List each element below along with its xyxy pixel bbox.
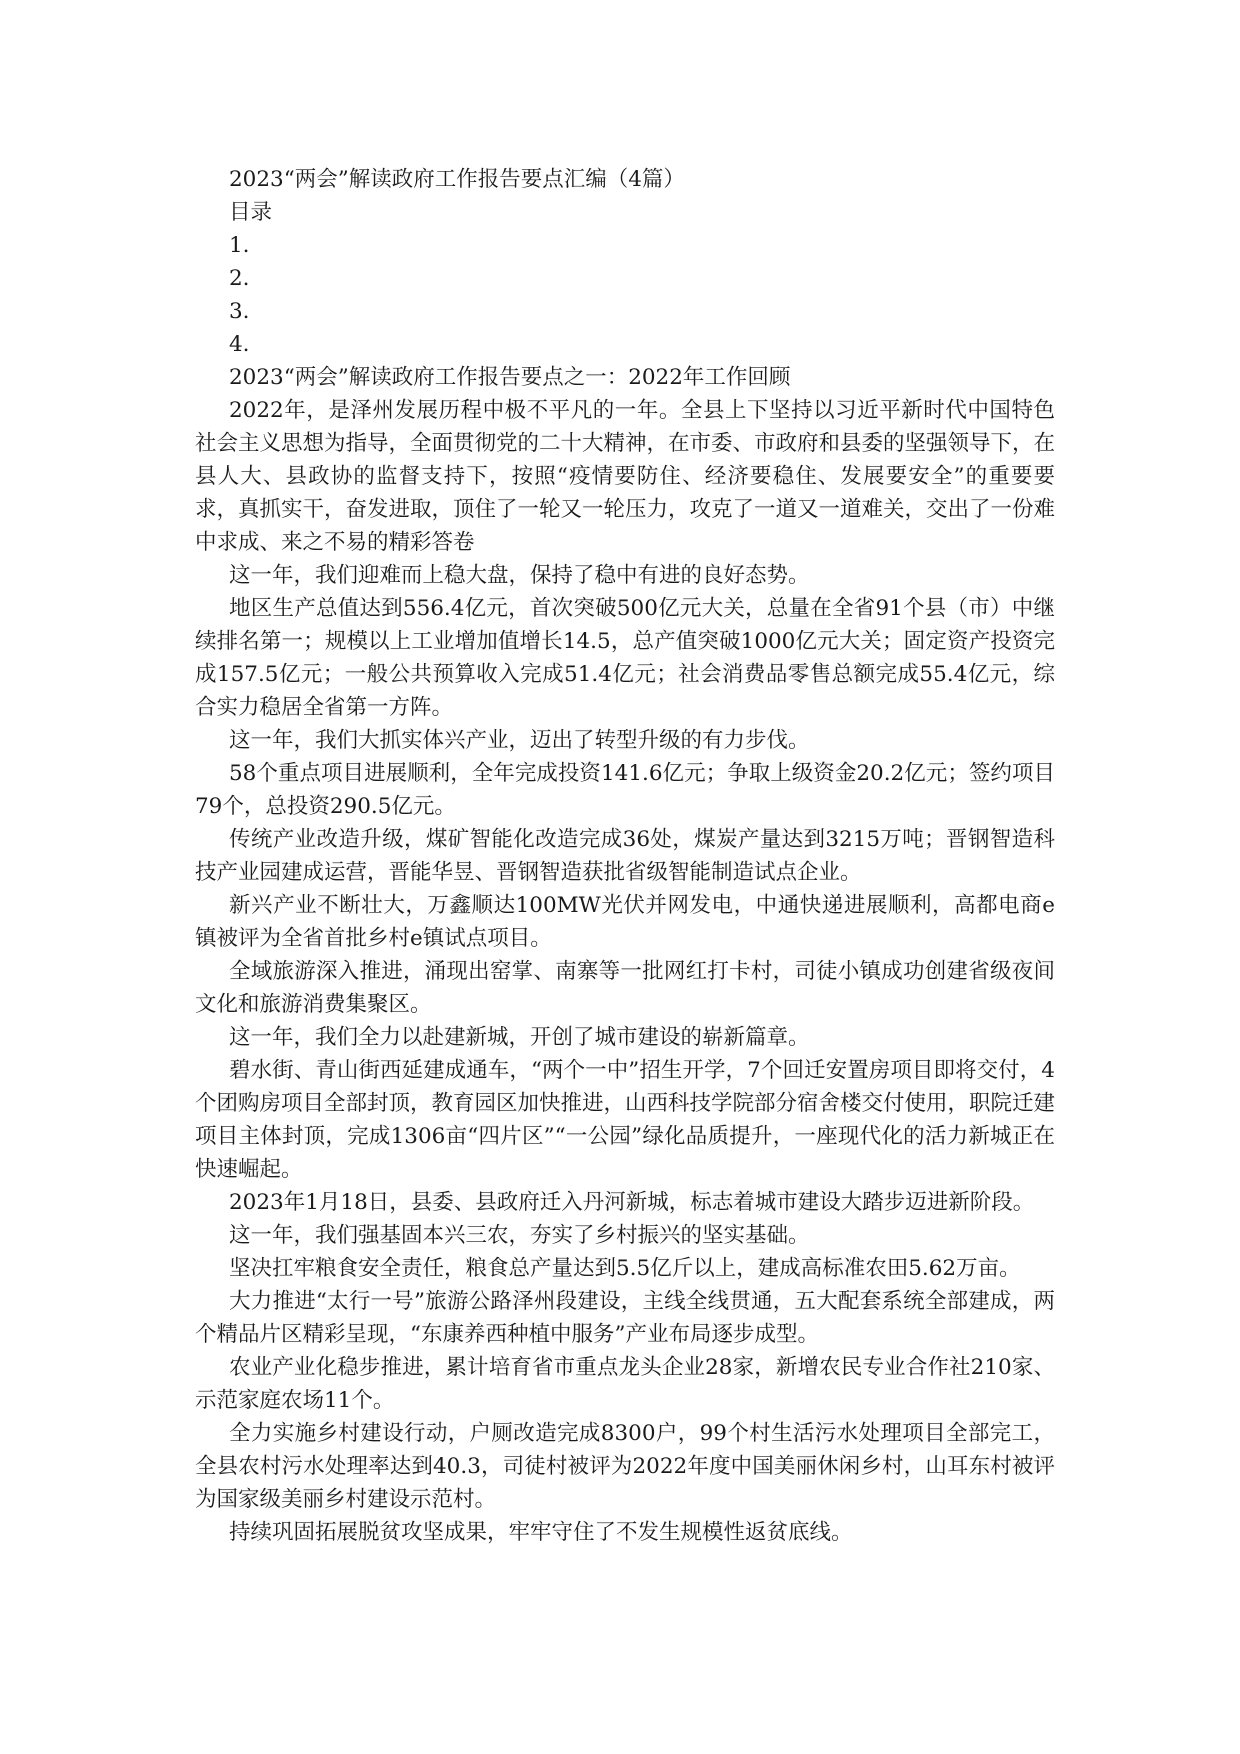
paragraph: 坚决扛牢粮食安全责任，粮食总产量达到5.5亿斤以上，建成高标准农田5.62万亩。 — [229, 1256, 1021, 1281]
paragraph: 这一年，我们强基固本兴三农，夯实了乡村振兴的坚实基础。 — [229, 1223, 810, 1248]
paragraph: 58个重点项目进展顺利，全年完成投资141.6亿元；争取上级资金20.2亿元；签约项目79个，总投资290.5亿元。 — [195, 761, 1055, 819]
paragraph: 碧水街、青山街西延建成通车，“两个一中”招生开学，7个回迁安置房项目即将交付，4个团购房项目全部封顶，教育园区加快推进，山西科技学院部分宿舍楼交付使用，职院迁建项目主体封顶，完成1306亩“四片区”“一公园”绿化品质提升，一座现代化的活力新城正在快速崛起。 — [195, 1058, 1056, 1182]
paragraph: 全域旅游深入推进，涌现出窑掌、南寨等一批网红打卡村，司徒小镇成功创建省级夜间文化和旅游消费集聚区。 — [195, 959, 1055, 1017]
paragraph: 农业产业化稳步推进，累计培育省市重点龙头企业28家，新增农民专业合作社210家、示范家庭农场11个。 — [195, 1355, 1055, 1413]
section-heading: 2023“两会”解读政府工作报告要点之一：2022年工作回顾 — [229, 365, 791, 390]
toc-item-1: 1. — [229, 233, 250, 258]
document-title: 2023“两会”解读政府工作报告要点汇编（4篇） — [229, 167, 685, 192]
document-body — [195, 163, 1055, 1549]
paragraph: 传统产业改造升级，煤矿智能化改造完成36处，煤炭产量达到3215万吨；晋钢智造科技产业园建成运营，晋能华昱、晋钢智造获批省级智能制造试点企业。 — [195, 827, 1055, 885]
paragraph: 这一年，我们迎难而上稳大盘，保持了稳中有进的良好态势。 — [229, 563, 810, 588]
paragraph: 地区生产总值达到556.4亿元，首次突破500亿元大关，总量在全省91个县（市）中继续排名第一；规模以上工业增加值增长14.5，总产值突破1000亿元大关；固定资产投资完成157.5亿元；一般公共预算收入完成51.4亿元；社会消费品零售总额完成55.4亿元，综合实力稳居全省第一方阵。 — [195, 596, 1055, 720]
paragraph: 2022年，是泽州发展历程中极不平凡的一年。全县上下坚持以习近平新时代中国特色社会主义思想为指导，全面贯彻党的二十大精神，在市委、市政府和县委的坚强领导下，在县人大、县政协的监督支持下，按照“疫情要防住、经济要稳住、发展要安全”的重要要求，真抓实干，奋发进取，顶住了一轮又一轮压力，攻克了一道又一道难关，交出了一份难中求成、来之不易的精彩答卷 — [195, 398, 1056, 555]
toc-item-3: 3. — [229, 299, 250, 324]
paragraph: 2023年1月18日，县委、县政府迁入丹河新城，标志着城市建设大踏步迈进新阶段。 — [229, 1190, 1035, 1215]
toc-item-2: 2. — [229, 266, 250, 291]
paragraph: 新兴产业不断壮大，万鑫顺达100MW光伏并网发电，中通快递进展顺利，高都电商e镇被评为全省首批乡村e镇试点项目。 — [195, 893, 1055, 951]
paragraph: 大力推进“太行一号”旅游公路泽州段建设，主线全线贯通，五大配套系统全部建成，两个精品片区精彩呈现，“东康养西种植中服务”产业布局逐步成型。 — [195, 1289, 1055, 1347]
toc-item-4: 4. — [229, 332, 250, 357]
toc-heading: 目录 — [229, 200, 273, 225]
paragraph: 全力实施乡村建设行动，户厕改造完成8300户，99个村生活污水处理项目全部完工，全县农村污水处理率达到40.3，司徒村被评为2022年度中国美丽休闲乡村，山耳东村被评为国家级美丽乡村建设示范村。 — [195, 1421, 1055, 1512]
paragraph: 持续巩固拓展脱贫攻坚成果，牢牢守住了不发生规模性返贫底线。 — [229, 1520, 853, 1545]
paragraph: 这一年，我们大抓实体兴产业，迈出了转型升级的有力步伐。 — [229, 728, 810, 753]
paragraph: 这一年，我们全力以赴建新城，开创了城市建设的崭新篇章。 — [229, 1025, 810, 1050]
